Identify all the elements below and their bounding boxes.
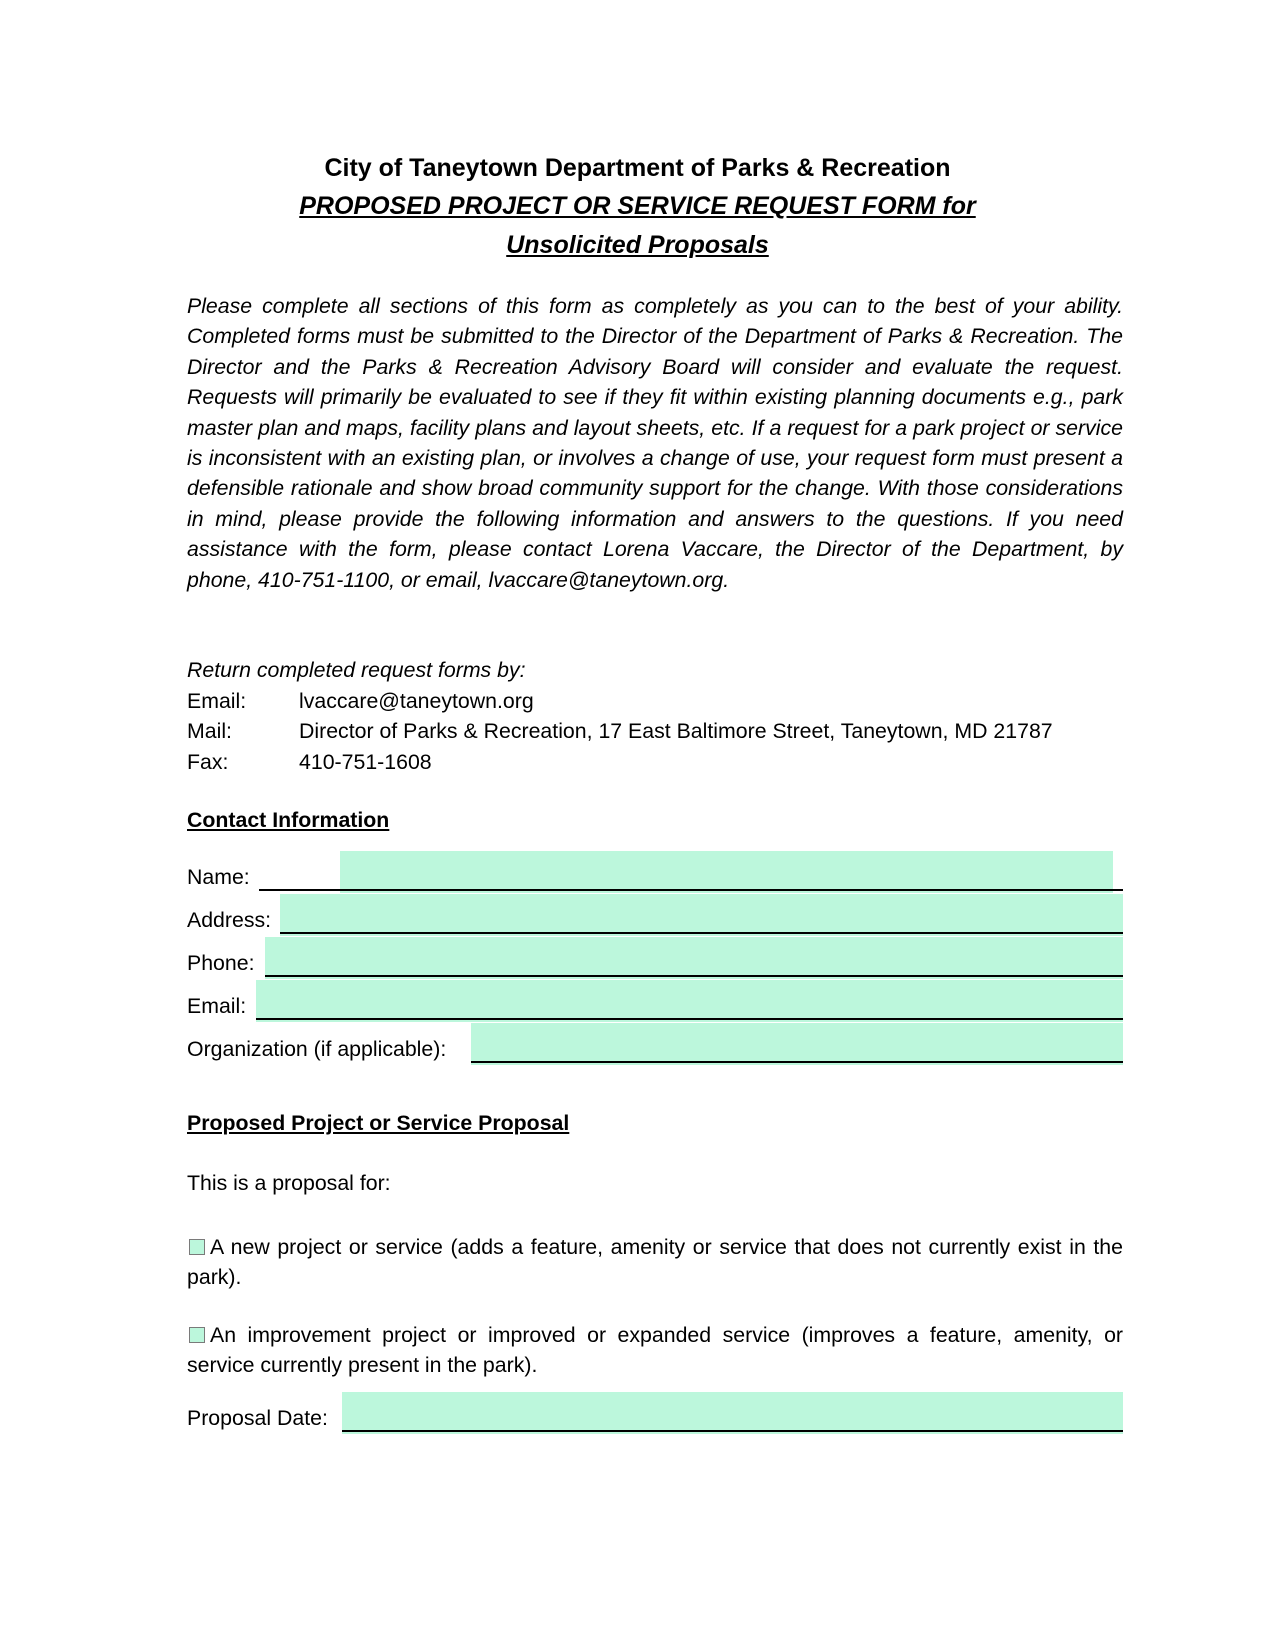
- proposal-date-field-row: [187, 1392, 1123, 1434]
- return-mail-row: [187, 716, 1053, 746]
- phone-underline: [265, 975, 1123, 977]
- phone-field-row: [187, 937, 1123, 979]
- return-fax-row: [187, 747, 432, 777]
- email-underline: [256, 1018, 1123, 1020]
- option-improvement-project: [187, 1320, 1123, 1380]
- option-new-project: [187, 1232, 1123, 1292]
- return-email-key: Email:: [187, 689, 247, 713]
- return-email-row: [187, 686, 534, 716]
- address-field-row: [187, 894, 1123, 936]
- form-title-line-3: Unsolicited Proposals: [506, 231, 769, 259]
- organization-input[interactable]: [471, 1023, 1123, 1065]
- improvement-project-checkbox[interactable]: [189, 1327, 205, 1343]
- phone-input[interactable]: [265, 937, 1123, 979]
- name-label: Name:: [187, 865, 250, 889]
- address-input[interactable]: [280, 894, 1123, 936]
- return-fax-value: 410-751-1608: [299, 750, 432, 774]
- return-email-value: lvaccare@taneytown.org: [299, 689, 534, 713]
- proposal-heading: Proposed Project or Service Proposal: [187, 1111, 570, 1135]
- organization-underline: [471, 1061, 1123, 1063]
- email-field-row: [187, 980, 1123, 1022]
- contact-information-heading: Contact Information: [187, 808, 390, 832]
- return-fax-key: Fax:: [187, 750, 229, 774]
- name-field-row: [187, 851, 1123, 893]
- instructions-paragraph: Please complete all sections of this form as completely as you can to the best of your ability. Completed forms must be submitted to the Director of the Department of Parks & Recreation. The Director and the Parks & Recreation Advisory Board will consider and evaluate the request. Requests will primarily be evaluated to see if they fit within existing planning documents e.g., park master plan and maps, facility plans and layout sheets, etc. If a request for a park project or service is inconsistent with an existing plan, or involves a change of use, your request form must present a defensible rationale and show broad community support for the change. With those considerations in mind, please provide the following information and answers to the questions. If you need assistance with the form, please contact Lorena Vaccare, the Director of the Department, by phone, 410-751-1100, or email, lvaccare@taneytown.org.: [187, 294, 1123, 592]
- proposal-intro: This is a proposal for:: [187, 1171, 391, 1195]
- form-title-line-2: PROPOSED PROJECT OR SERVICE REQUEST FORM for: [299, 192, 976, 220]
- new-project-checkbox[interactable]: [189, 1239, 205, 1255]
- return-mail-value: Director of Parks & Recreation, 17 East Baltimore Street, Taneytown, MD 21787: [299, 719, 1053, 743]
- address-underline: [280, 932, 1123, 934]
- name-input[interactable]: [340, 851, 1113, 893]
- form-title-line-1: City of Taneytown Department of Parks & Recreation: [324, 154, 951, 182]
- option-improvement-project-label: An improvement project or improved or expanded service (improves a feature, amenity, or service currently present in the park).: [187, 1323, 1123, 1377]
- option-new-project-label: A new project or service (adds a feature, amenity or service that does not currently exist in the park).: [187, 1235, 1123, 1289]
- email-input[interactable]: [256, 980, 1123, 1022]
- return-mail-key: Mail:: [187, 719, 232, 743]
- address-label: Address:: [187, 908, 272, 932]
- proposal-date-label: Proposal Date:: [187, 1406, 328, 1430]
- email-label: Email:: [187, 994, 247, 1018]
- name-underline: [259, 889, 1123, 891]
- proposal-date-input[interactable]: [342, 1392, 1123, 1434]
- proposal-date-underline: [342, 1430, 1123, 1432]
- organization-field-row: [187, 1023, 1123, 1065]
- phone-label: Phone:: [187, 951, 255, 975]
- organization-label: Organization (if applicable):: [187, 1037, 447, 1061]
- return-label: Return completed request forms by:: [187, 658, 526, 682]
